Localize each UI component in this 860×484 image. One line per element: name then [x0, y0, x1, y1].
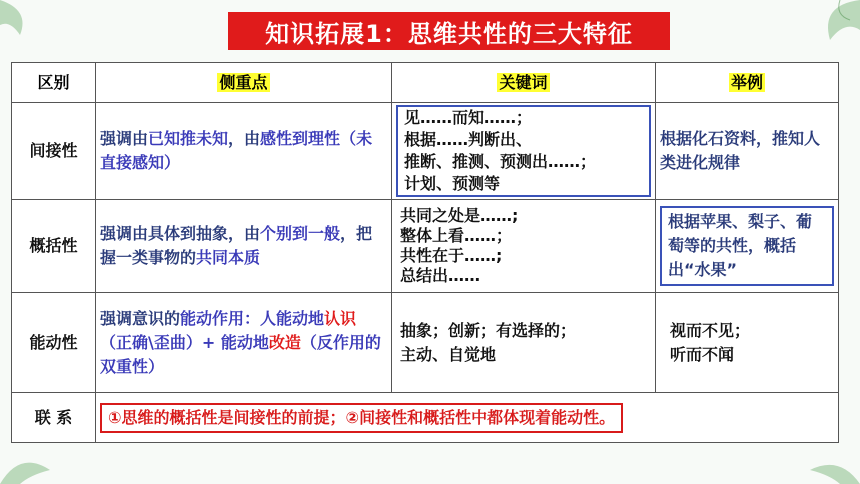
keywords-cell [392, 293, 656, 393]
header-label: 侧重点 [219, 72, 268, 92]
row-label: 联 系 [12, 393, 96, 443]
keywords-cell [392, 200, 656, 293]
header-cell [96, 63, 392, 103]
header-label: 区别 [37, 72, 70, 92]
header-cell [12, 63, 96, 103]
table-header-row [12, 63, 839, 103]
example-cell [656, 200, 839, 293]
keyword-line: 总结出…… [400, 266, 481, 285]
keyword-line: 共同之处是……; [400, 206, 519, 225]
focus-text: ，把握一类事物的 [100, 224, 373, 267]
focus-cell [96, 103, 392, 200]
link-statement: ①思维的概括性是间接性的前提；②间接性和概括性中都体现着能动性。 [100, 403, 623, 433]
example-cell: 根据化石资料，推知人类进化规律 [656, 103, 839, 200]
link-row [12, 393, 839, 443]
focus-cell [96, 200, 392, 293]
corner-leaf-decoration-top-left [0, 0, 60, 40]
row-label: 概括性 [12, 200, 96, 293]
focus-text: （反作用的双重性） [100, 332, 381, 376]
focus-highlight: 个别到一般 [260, 224, 341, 243]
comparison-table [11, 62, 839, 443]
row-label: 能动性 [12, 293, 96, 393]
corner-leaf-decoration-top-right [780, 0, 860, 50]
keyword-line: 共性在于……; [400, 246, 503, 265]
keyword-line: 推断、推测、预测出……； [404, 152, 597, 171]
corner-leaf-decoration-bottom-right [800, 440, 860, 484]
focus-highlight: 共同本质 [196, 248, 261, 267]
link-cell [96, 393, 839, 443]
page-title: 知识拓展1：思维共性的三大特征 [228, 12, 670, 50]
table-row [12, 293, 839, 393]
table-row [12, 200, 839, 293]
focus-text: 强调由 [100, 129, 149, 148]
header-label: 举例 [730, 72, 763, 92]
keyword-line: 见……而知……； [404, 108, 533, 127]
focus-text: （正确\歪曲）+ 能动地 [100, 332, 269, 352]
focus-highlight: 已知推未知 [148, 129, 229, 148]
focus-cell [96, 293, 392, 393]
table-row [12, 103, 839, 200]
header-cell [392, 63, 656, 103]
corner-leaf-decoration-bottom-left [0, 440, 70, 484]
example-cell [656, 293, 839, 393]
focus-text: 强调意识的 [100, 308, 181, 328]
focus-text: 强调由具体到抽象，由 [100, 224, 261, 243]
focus-red-text: 改造 [268, 332, 301, 352]
example-line: 听而不闻 [670, 344, 735, 364]
example-box: 根据苹果、梨子、葡萄等的共性，概括出“水果” [660, 206, 834, 286]
keyword-line: 计划、预测等 [404, 174, 501, 193]
keyword-line: 整体上看……； [400, 226, 513, 245]
focus-highlight: 感性到理性 [260, 129, 341, 148]
example-line: 视而不见； [670, 320, 751, 340]
focus-highlight: 能动作用：人能动地 [180, 308, 325, 328]
keywords-cell [392, 103, 656, 200]
row-label: 间接性 [12, 103, 96, 200]
focus-text: ，由 [228, 129, 261, 148]
header-cell [656, 63, 839, 103]
keyword-line: 主动、自觉地 [400, 344, 497, 364]
keyword-line: 根据……判断出、 [404, 130, 533, 149]
header-label: 关键词 [499, 72, 548, 92]
focus-text: （未直接感知） [100, 129, 373, 172]
keyword-line: 抽象；创新；有选择的； [400, 320, 577, 340]
focus-red-text: 认识 [324, 308, 357, 328]
